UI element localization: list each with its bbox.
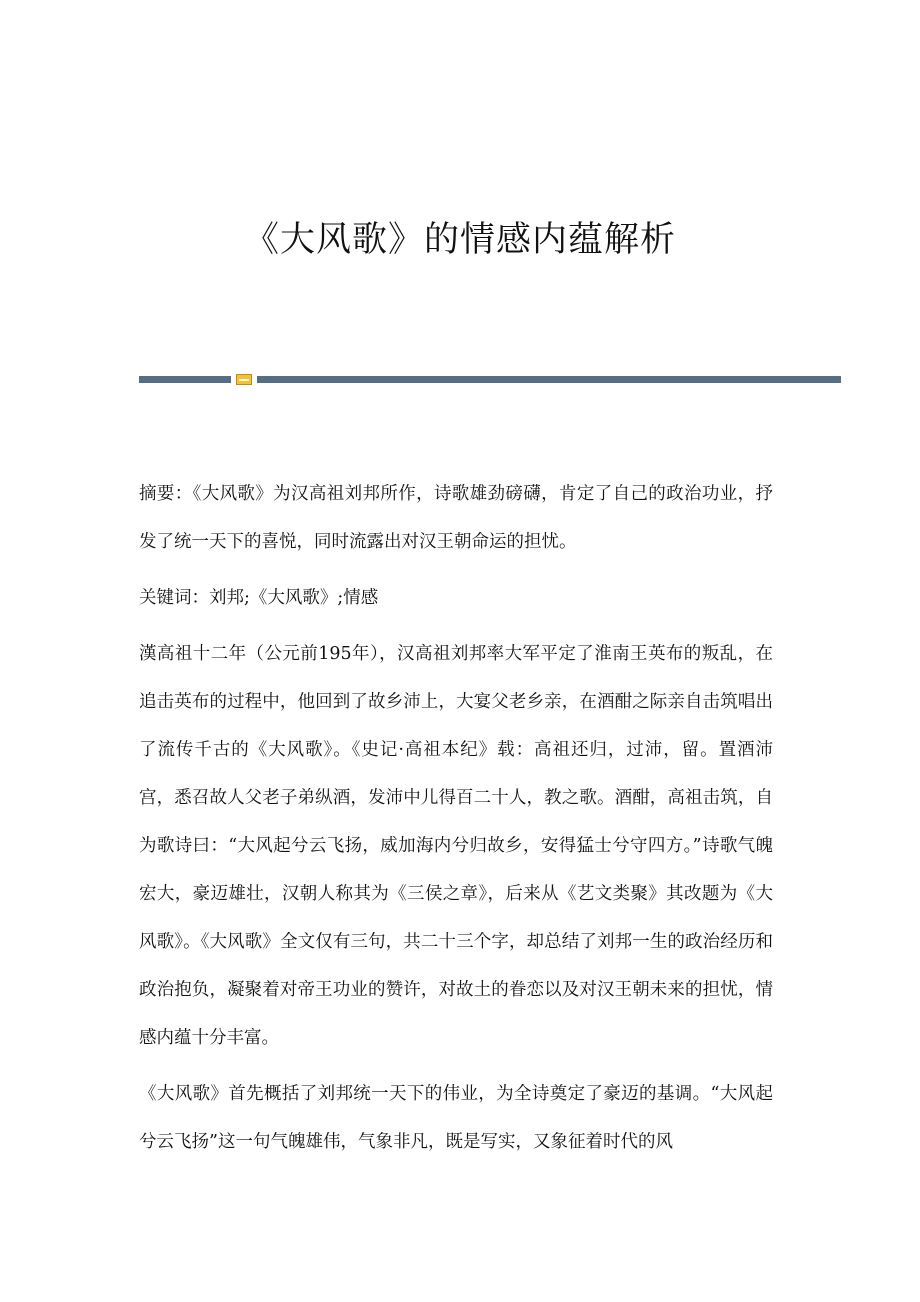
paragraph-1: 漢高祖十二年（公元前195年），汉高祖刘邦率大军平定了淮南王英布的叛乱，在追击英布的过程中，他回到了故乡沛上，大宴父老乡亲，在酒酣之际亲自击筑唱出了流传千古的《大风歌》。《史记·高祖本纪》载：高祖还归，过沛，留。置酒沛宫，悉召故人父老子弟纵酒，发沛中儿得百二十人，教之歌。酒酣，高祖击筑，自为歌诗曰：“大风起兮云飞扬，威加海内兮归故乡，安得猛士兮守四方。”诗歌气魄宏大，豪迈雄壮，汉朝人称其为《三侯之章》，后来从《艺文类聚》其改题为《大风歌》。《大风歌》全文仅有三句，共二十三个字，却总结了刘邦一生的政治经历和政治抱负，凝聚着对帝王功业的赞许，对故土的眷恋以及对汉王朝未来的担忧，情感内蕴十分丰富。 <box>139 644 773 1048</box>
document-title: 《大风歌》的情感内蕴解析 <box>243 220 676 260</box>
paragraph-2: 《大风歌》首先概括了刘邦统一天下的伟业，为全诗奠定了豪迈的基调。“大风起兮云飞扬”这一句气魄雄伟，气象非凡，既是写实，又象征着时代的风 <box>139 1084 773 1152</box>
abstract: 摘要：《大风歌》为汉高祖刘邦所作，诗歌雄劲磅礴，肯定了自己的政治功业，抒发了统一天下的喜悦，同时流露出对汉王朝命运的担忧。 <box>139 484 773 552</box>
divider-bar-left <box>139 376 231 383</box>
divider-emblem-icon <box>236 374 252 385</box>
title-divider <box>139 374 841 386</box>
divider-bar-right <box>257 376 841 383</box>
keywords: 关键词：刘邦;《大风歌》;情感 <box>139 588 379 608</box>
document-body <box>139 470 773 1174</box>
